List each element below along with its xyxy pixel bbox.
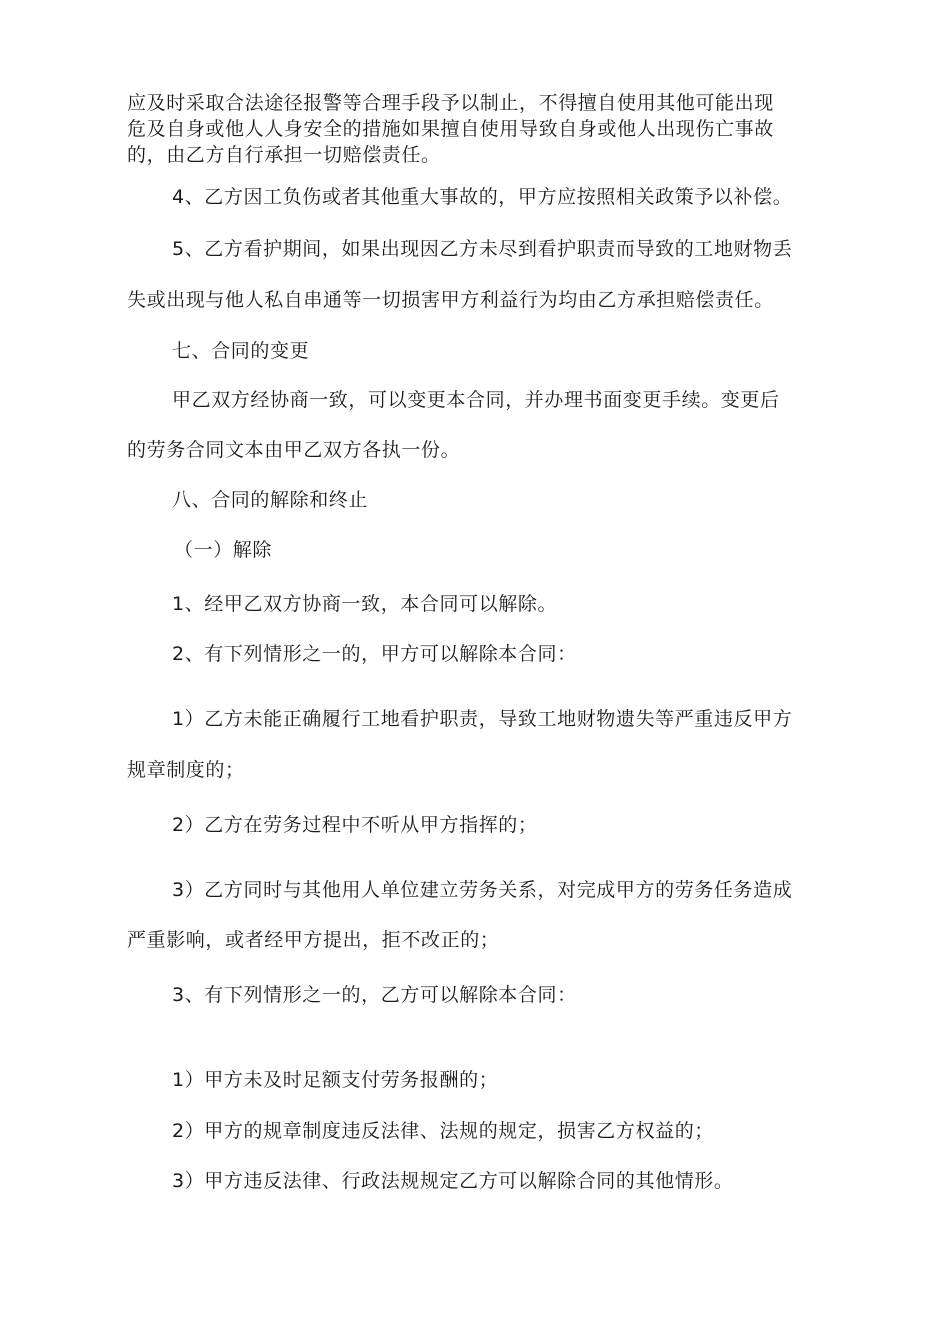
clause-2: 2、有下列情形之一的，甲方可以解除本合同：: [172, 643, 577, 665]
text-line: 甲乙双方经协商一致，可以变更本合同，并办理书面变更手续。变更后: [172, 389, 780, 411]
section-heading-7: 七、合同的变更: [172, 340, 310, 362]
text-line: 的，由乙方自行承担一切赔偿责任。: [127, 144, 441, 166]
text-line: 应及时采取合法途径报警等合理手段予以制止，不得擅自使用其他可能出现: [127, 92, 774, 114]
text-line: 危及自身或他人人身安全的措施如果擅自使用导致自身或他人出现伤亡事故: [127, 118, 774, 140]
text-line: 规章制度的；: [127, 759, 245, 781]
item-2: 2）甲方的规章制度违反法律、法规的规定，损害乙方权益的；: [172, 1120, 714, 1142]
clause-1: 1、经甲乙双方协商一致，本合同可以解除。: [172, 593, 558, 615]
item-3: 3）乙方同时与其他用人单位建立劳务关系，对完成甲方的劳务任务造成: [172, 879, 793, 901]
clause-4: 4、乙方因工负伤或者其他重大事故的，甲方应按照相关政策予以补偿。: [172, 186, 793, 208]
clause-5: 5、乙方看护期间，如果出现因乙方未尽到看护职责而导致的工地财物丢: [172, 238, 793, 260]
text-line: 的劳务合同文本由甲乙双方各执一份。: [127, 439, 461, 461]
item-3: 3）甲方违反法律、行政法规规定乙方可以解除合同的其他情形。: [172, 1170, 734, 1192]
text-line: 失或出现与他人私自串通等一切损害甲方利益行为均由乙方承担赔偿责任。: [127, 289, 774, 311]
clause-3: 3、有下列情形之一的，乙方可以解除本合同：: [172, 984, 577, 1006]
item-1: 1）乙方未能正确履行工地看护职责，导致工地财物遗失等严重违反甲方: [172, 708, 793, 730]
item-1: 1）甲方未及时足额支付劳务报酬的；: [172, 1069, 499, 1091]
item-2: 2）乙方在劳务过程中不听从甲方指挥的；: [172, 814, 538, 836]
text-line: 严重影响，或者经甲方提出，拒不改正的；: [127, 929, 500, 951]
section-heading-8: 八、合同的解除和终止: [172, 489, 369, 511]
subsection-heading-1: （一）解除: [174, 539, 273, 561]
